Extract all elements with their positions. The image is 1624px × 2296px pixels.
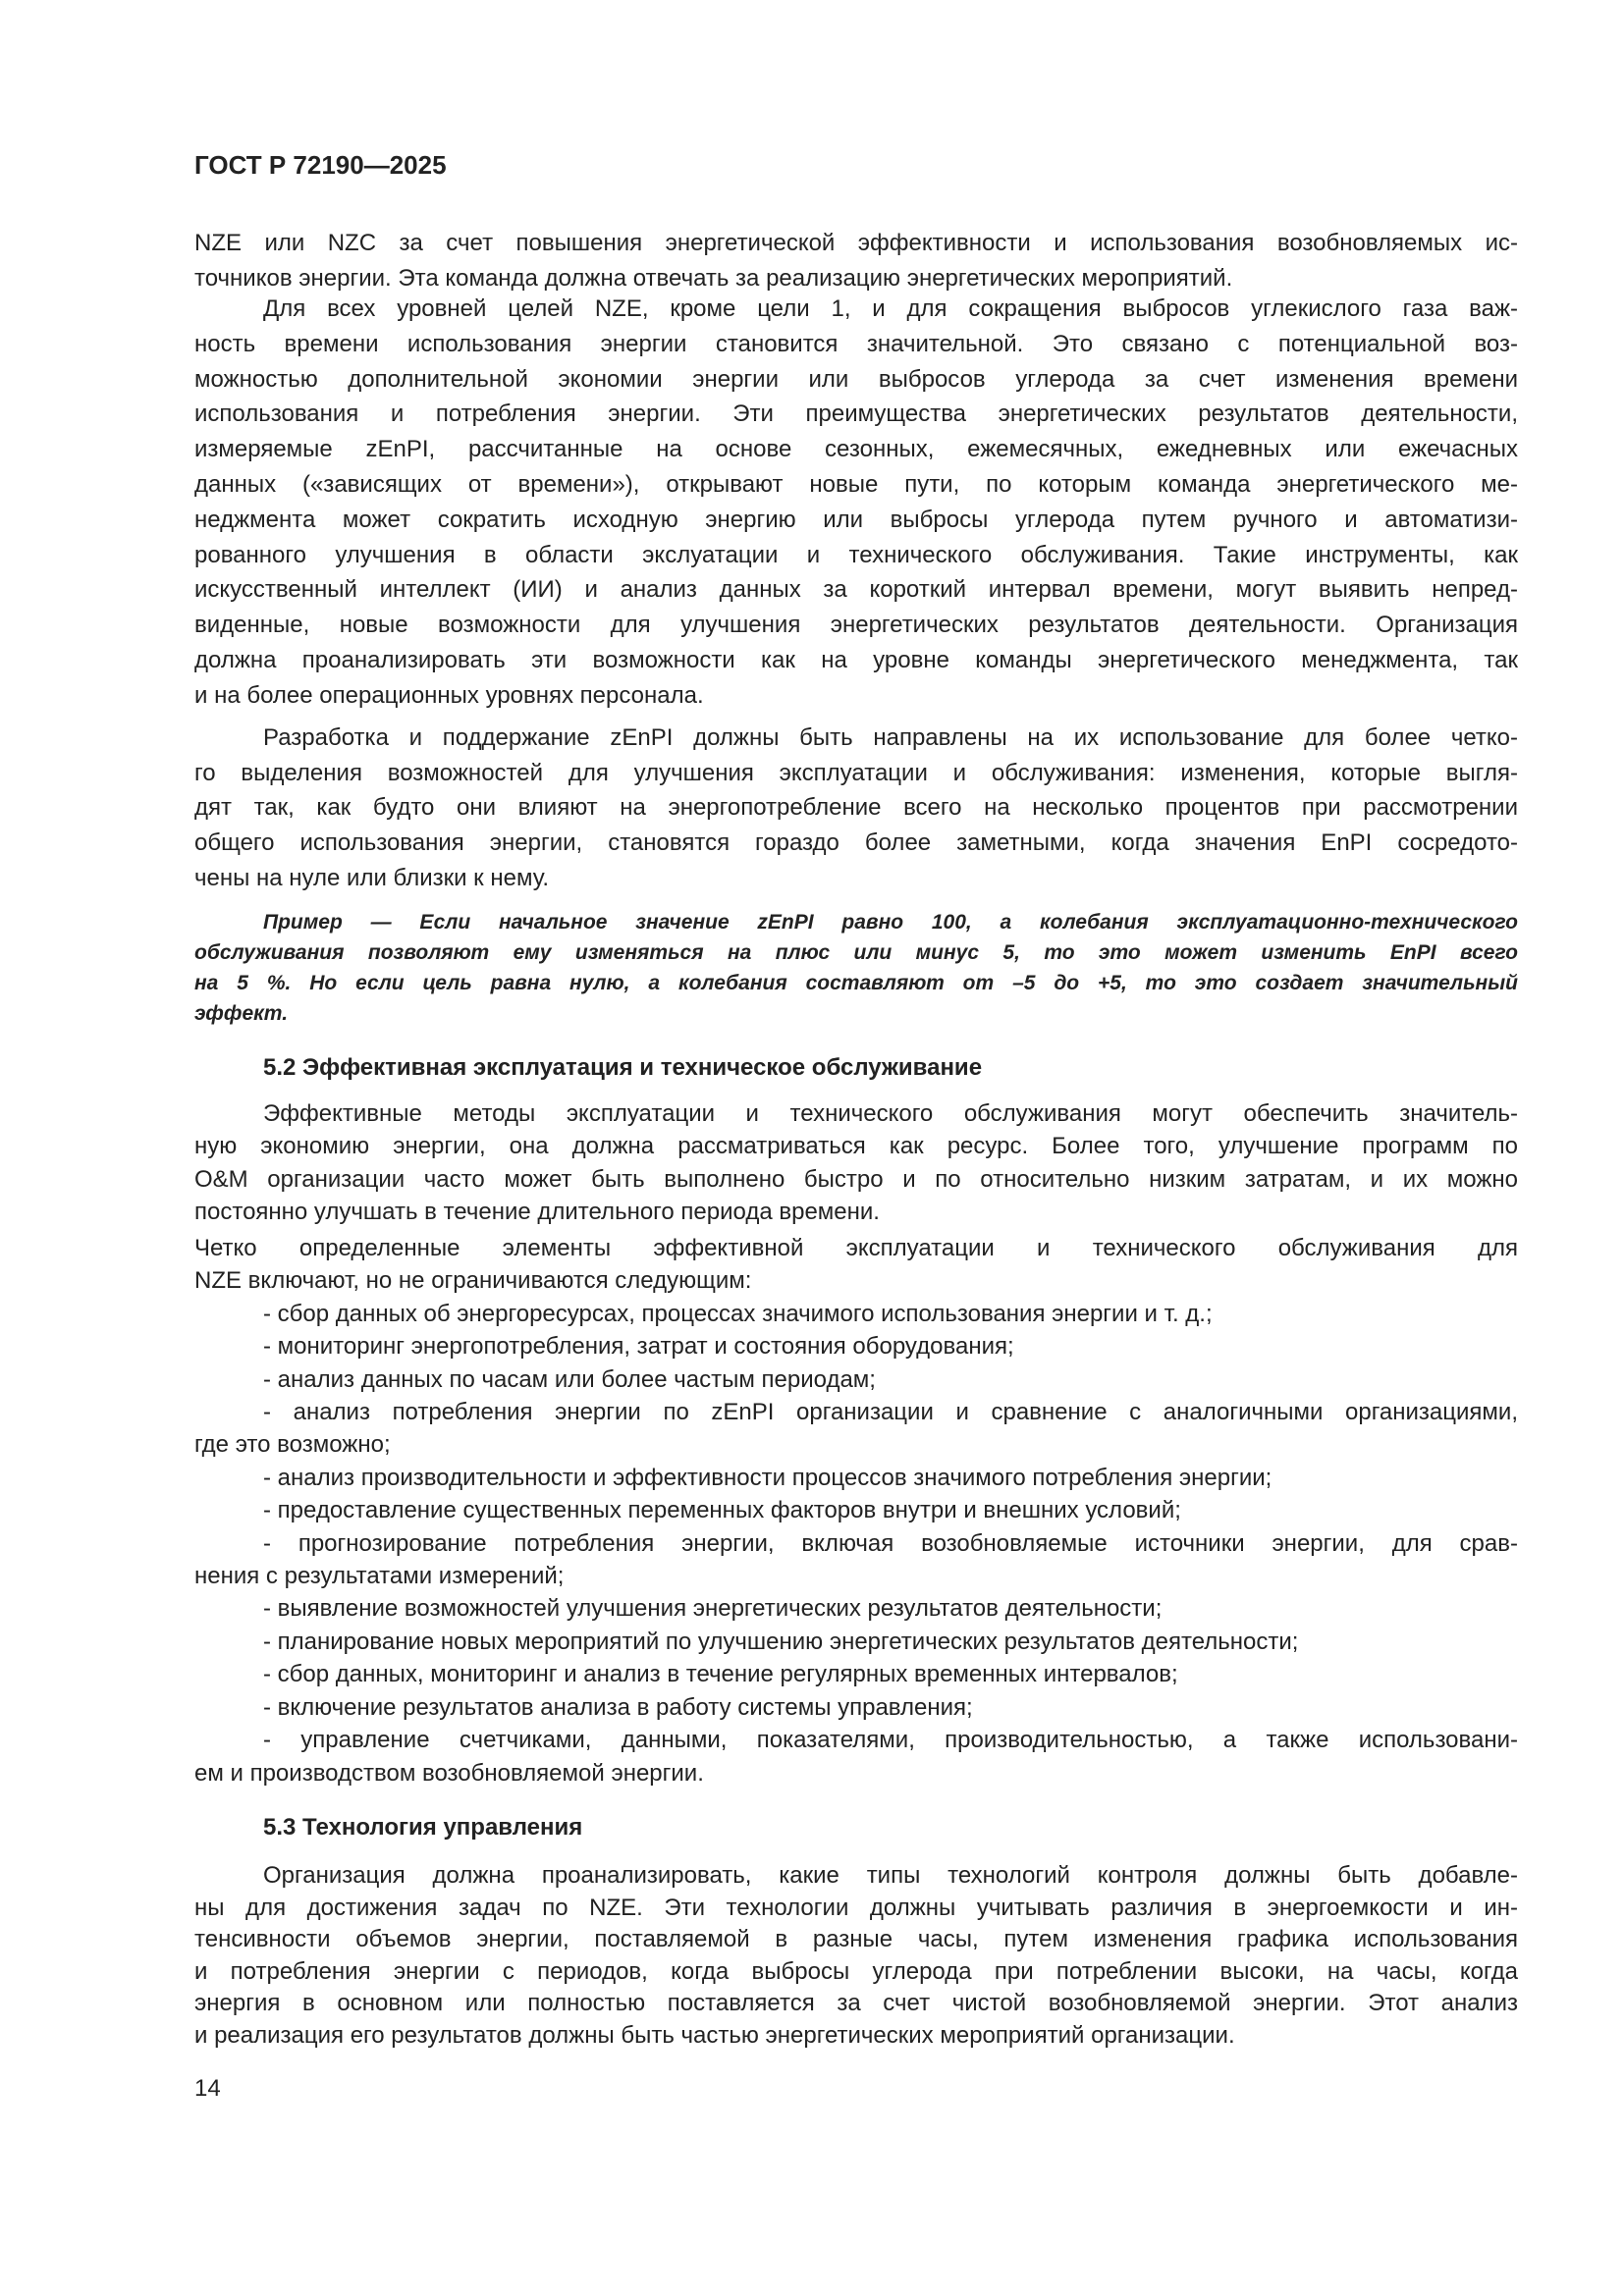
text-line: можностью дополнительной экономии энергии или выбросов углерода за счет изменения времени	[194, 365, 1518, 393]
text-line: Эффективные методы эксплуатации и технического обслуживания могут обеспечить значитель-	[263, 1100, 1518, 1127]
text-line: использования и потребления энергии. Эти преимущества энергетических результатов деятельности,	[194, 400, 1518, 428]
text-line: ную экономию энергии, она должна рассматриваться как ресурс. Более того, улучшение программ по	[194, 1133, 1518, 1160]
text-line: должна проанализировать эти возможности как на уровне команды энергетического менеджмента, так	[194, 646, 1518, 673]
text-line: - сбор данных, мониторинг и анализ в течение регулярных временных интервалов;	[263, 1661, 1178, 1688]
paragraph-control-technology	[194, 1860, 1518, 2053]
text-line: дят так, как будто они влияют на энергопотребление всего на несколько процентов при рассмотрении	[194, 794, 1518, 822]
text-line: энергия в основном или полностью поставляется за счет чистой возобновляемой энергии. Этот анализ	[194, 1990, 1518, 2017]
section-heading-5-3: 5.3 Технология управления	[263, 1814, 583, 1841]
text-line: и потребления энергии с периодов, когда выбросы углерода при потреблении высоки, на часы, когда	[194, 1957, 1518, 1985]
list-item	[194, 1396, 1518, 1462]
paragraph-continuation	[194, 226, 1518, 296]
text-line: общего использования энергии, становятся гораздо более заметными, когда значения EnPI сосредото-	[194, 829, 1518, 857]
text-line: и на более операционных уровнях персонала.	[194, 681, 704, 709]
list-item	[194, 1691, 1518, 1724]
section-heading-5-2: 5.2 Эффективная эксплуатация и техническое обслуживание	[263, 1054, 983, 1081]
list-item	[194, 1494, 1518, 1526]
text-line: Для всех уровней целей NZE, кроме цели 1, и для сокращения выбросов углекислого газа важ-	[263, 295, 1518, 322]
text-line: данных («зависящих от времени»), открывают новые пути, по которым команда энергетического ме-	[194, 470, 1518, 498]
text-line: эффект.	[194, 1002, 289, 1025]
paragraph-time-of-use	[194, 292, 1518, 714]
text-line: NZE или NZC за счет повышения энергетической эффективности и использования возобновляемых ис-	[194, 230, 1518, 256]
text-line: - анализ производительности и эффективности процессов значимого потребления энергии;	[263, 1464, 1272, 1491]
list-item	[194, 1724, 1518, 1789]
paragraph-effective-om	[194, 1097, 1518, 1229]
paragraph-om-elements-intro	[194, 1232, 1518, 1298]
text-line: на 5 %. Но если цель равна нулю, а колебания составляют от –5 до +5, то это создает значительный	[194, 972, 1518, 994]
text-line: ность времени использования энергии становится значительной. Это связано с потенциальной воз-	[194, 330, 1518, 357]
document-code-header: ГОСТ Р 72190—2025	[194, 150, 447, 180]
paragraph-zenpi-development	[194, 721, 1518, 896]
text-line: ем и производством возобновляемой энергии.	[194, 1759, 704, 1787]
text-line: Четко определенные элементы эффективной эксплуатации и технического обслуживания для	[194, 1235, 1518, 1261]
text-line: Организация должна проанализировать, какие типы технологий контроля должны быть добавле-	[263, 1862, 1518, 1889]
text-line: NZE включают, но не ограничиваются следующим:	[194, 1267, 752, 1295]
text-line: - управление счетчиками, данными, показателями, производительностью, а также использовани-	[263, 1727, 1518, 1754]
text-line: точников энергии. Эта команда должна отвечать за реализацию энергетических мероприятий.	[194, 265, 1233, 292]
text-line: O&M организации часто может быть выполнено быстро и по относительно низким затратам, и их можно	[194, 1165, 1518, 1193]
page-number: 14	[194, 2075, 221, 2102]
text-line: Разработка и поддержание zEnPI должны быть направлены на их использование для более четко-	[263, 724, 1518, 751]
text-line: виденные, новые возможности для улучшения энергетических результатов деятельности. Организация	[194, 612, 1518, 639]
text-line: го выделения возможностей для улучшения эксплуатации и обслуживания: изменения, которые выгля-	[194, 759, 1518, 786]
text-line: нения с результатами измерений;	[194, 1563, 565, 1590]
list-item	[194, 1592, 1518, 1625]
list-item	[194, 1330, 1518, 1362]
text-line: и реализация его результатов должны быть частью энергетических мероприятий организации.	[194, 2021, 1235, 2049]
text-line: - планирование новых мероприятий по улучшению энергетических результатов деятельности;	[263, 1628, 1299, 1655]
example-note	[194, 907, 1518, 1029]
text-line: обслуживания позволяют ему изменяться на плюс или минус 5, то это может изменить EnPI всего	[194, 941, 1518, 964]
list-item	[194, 1363, 1518, 1396]
list-item	[194, 1527, 1518, 1593]
list-item	[194, 1462, 1518, 1494]
list-item	[194, 1626, 1518, 1658]
text-line: - выявление возможностей улучшения энергетических результатов деятельности;	[263, 1595, 1163, 1623]
text-line: - предоставление существенных переменных факторов внутри и внешних условий;	[263, 1497, 1181, 1524]
list-item	[194, 1298, 1518, 1330]
om-elements-block	[194, 1232, 1518, 1789]
text-line: - анализ потребления энергии по zEnPI организации и сравнение с аналогичными организациями,	[263, 1399, 1518, 1426]
text-line: - сбор данных об энергоресурсах, процессах значимого использования энергии и т. д.;	[263, 1300, 1213, 1327]
text-line: тенсивности объемов энергии, поставляемой в разные часы, путем изменения графика использования	[194, 1926, 1518, 1953]
text-line: - мониторинг энергопотребления, затрат и состояния оборудования;	[263, 1333, 1014, 1361]
text-line: чены на нуле или близки к нему.	[194, 864, 549, 891]
text-line: постоянно улучшать в течение длительного периода времени.	[194, 1199, 880, 1226]
text-line: рованного улучшения в области экслуатации и технического обслуживания. Такие инструменты, как	[194, 541, 1518, 568]
text-line: искусственный интеллект (ИИ) и анализ данных за короткий интервал времени, могут выявить непред-	[194, 576, 1518, 604]
text-line: неджмента может сократить исходную энергию или выбросы углерода путем ручного и автоматизи-	[194, 506, 1518, 533]
text-line: ны для достижения задач по NZE. Эти технологии должны учитывать различия в энергоемкости и ин-	[194, 1894, 1518, 1921]
list-item	[194, 1658, 1518, 1690]
text-line: измеряемые zEnPI, рассчитанные на основе сезонных, ежемесячных, ежедневных или ежечасных	[194, 436, 1518, 463]
text-line: - прогнозирование потребления энергии, включая возобновляемые источники энергии, для срав-	[263, 1529, 1518, 1557]
om-elements-list	[194, 1298, 1518, 1789]
text-line: - включение результатов анализа в работу системы управления;	[263, 1693, 973, 1721]
text-line: Пример — Если начальное значение zEnPI равно 100, а колебания эксплуатационно-технического	[263, 911, 1518, 934]
text-line: - анализ данных по часам или более частым периодам;	[263, 1365, 876, 1393]
text-line: где это возможно;	[194, 1431, 391, 1459]
